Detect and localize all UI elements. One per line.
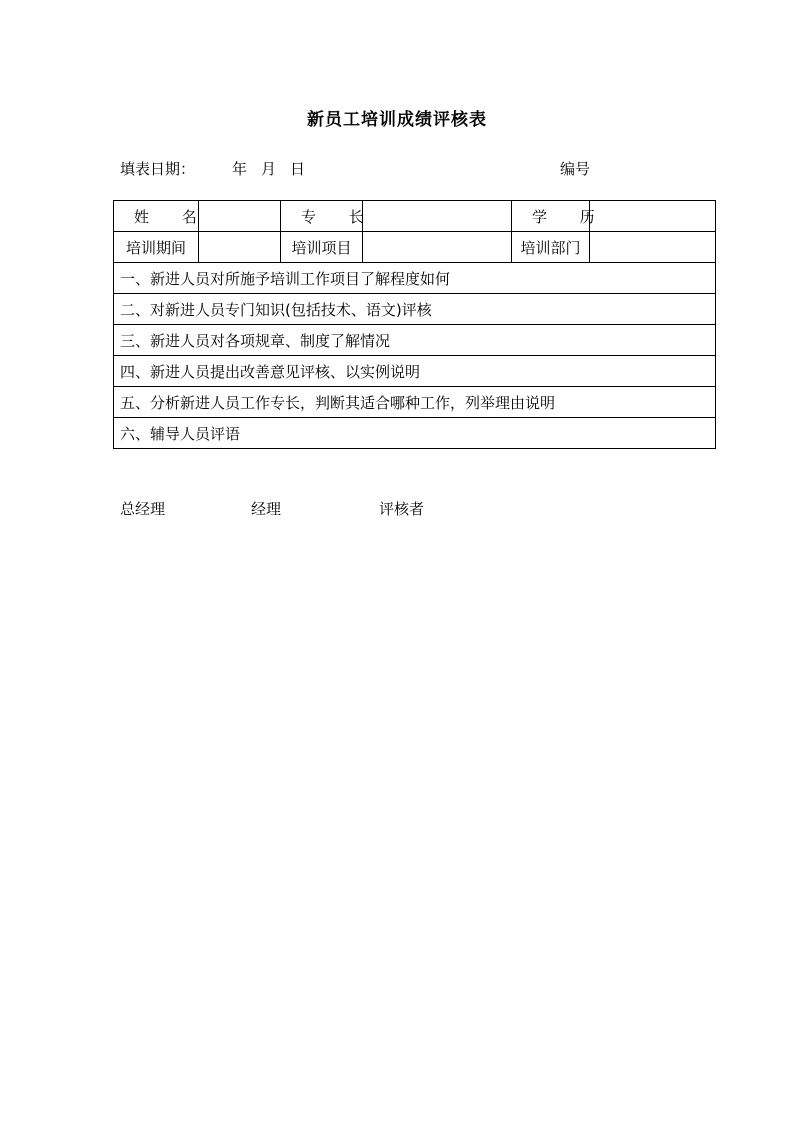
table-row <box>114 325 716 356</box>
table-row <box>114 294 716 325</box>
reviewer-signature-label: 评核者 <box>379 500 425 518</box>
training-period-value-cell[interactable] <box>199 232 281 263</box>
date-month-label: 月 <box>261 160 277 178</box>
evaluation-table <box>113 200 716 449</box>
training-project-value-cell[interactable] <box>363 232 512 263</box>
table-row <box>114 263 716 294</box>
page-title: 新员工培训成绩评核表 <box>307 110 487 130</box>
fill-date-label: 填表日期： <box>120 160 196 178</box>
evaluation-item-4[interactable]: 四、新进人员提出改善意见评核、以实例说明 <box>114 356 716 387</box>
evaluation-item-1[interactable]: 一、新进人员对所施予培训工作项目了解程度如何 <box>114 263 716 294</box>
table-row <box>114 387 716 418</box>
date-day-label: 日 <box>290 160 306 178</box>
table-row <box>114 232 716 263</box>
table-row <box>114 356 716 387</box>
education-label-cell: 学 历 <box>512 201 590 232</box>
table-row <box>114 418 716 449</box>
evaluation-item-6[interactable]: 六、辅导人员评语 <box>114 418 716 449</box>
manager-signature-label: 经理 <box>251 500 282 518</box>
specialty-label-cell: 专 长 <box>281 201 363 232</box>
name-value-cell[interactable] <box>199 201 281 232</box>
evaluation-item-5[interactable]: 五、分析新进人员工作专长，判断其适合哪种工作，列举理由说明 <box>114 387 716 418</box>
evaluation-item-3[interactable]: 三、新进人员对各项规章、制度了解情况 <box>114 325 716 356</box>
training-period-label-cell: 培训期间 <box>114 232 199 263</box>
form-number-label: 编号 <box>560 160 591 178</box>
specialty-value-cell[interactable] <box>363 201 512 232</box>
table-row <box>114 201 716 232</box>
training-department-label-cell: 培训部门 <box>512 232 590 263</box>
training-project-label-cell: 培训项目 <box>281 232 363 263</box>
name-label-cell: 姓 名 <box>114 201 199 232</box>
general-manager-signature-label: 总经理 <box>120 500 166 518</box>
evaluation-item-2[interactable]: 二、对新进人员专门知识(包括技术、语文)评核 <box>114 294 716 325</box>
date-year-label: 年 <box>232 160 248 178</box>
training-department-value-cell[interactable] <box>590 232 716 263</box>
